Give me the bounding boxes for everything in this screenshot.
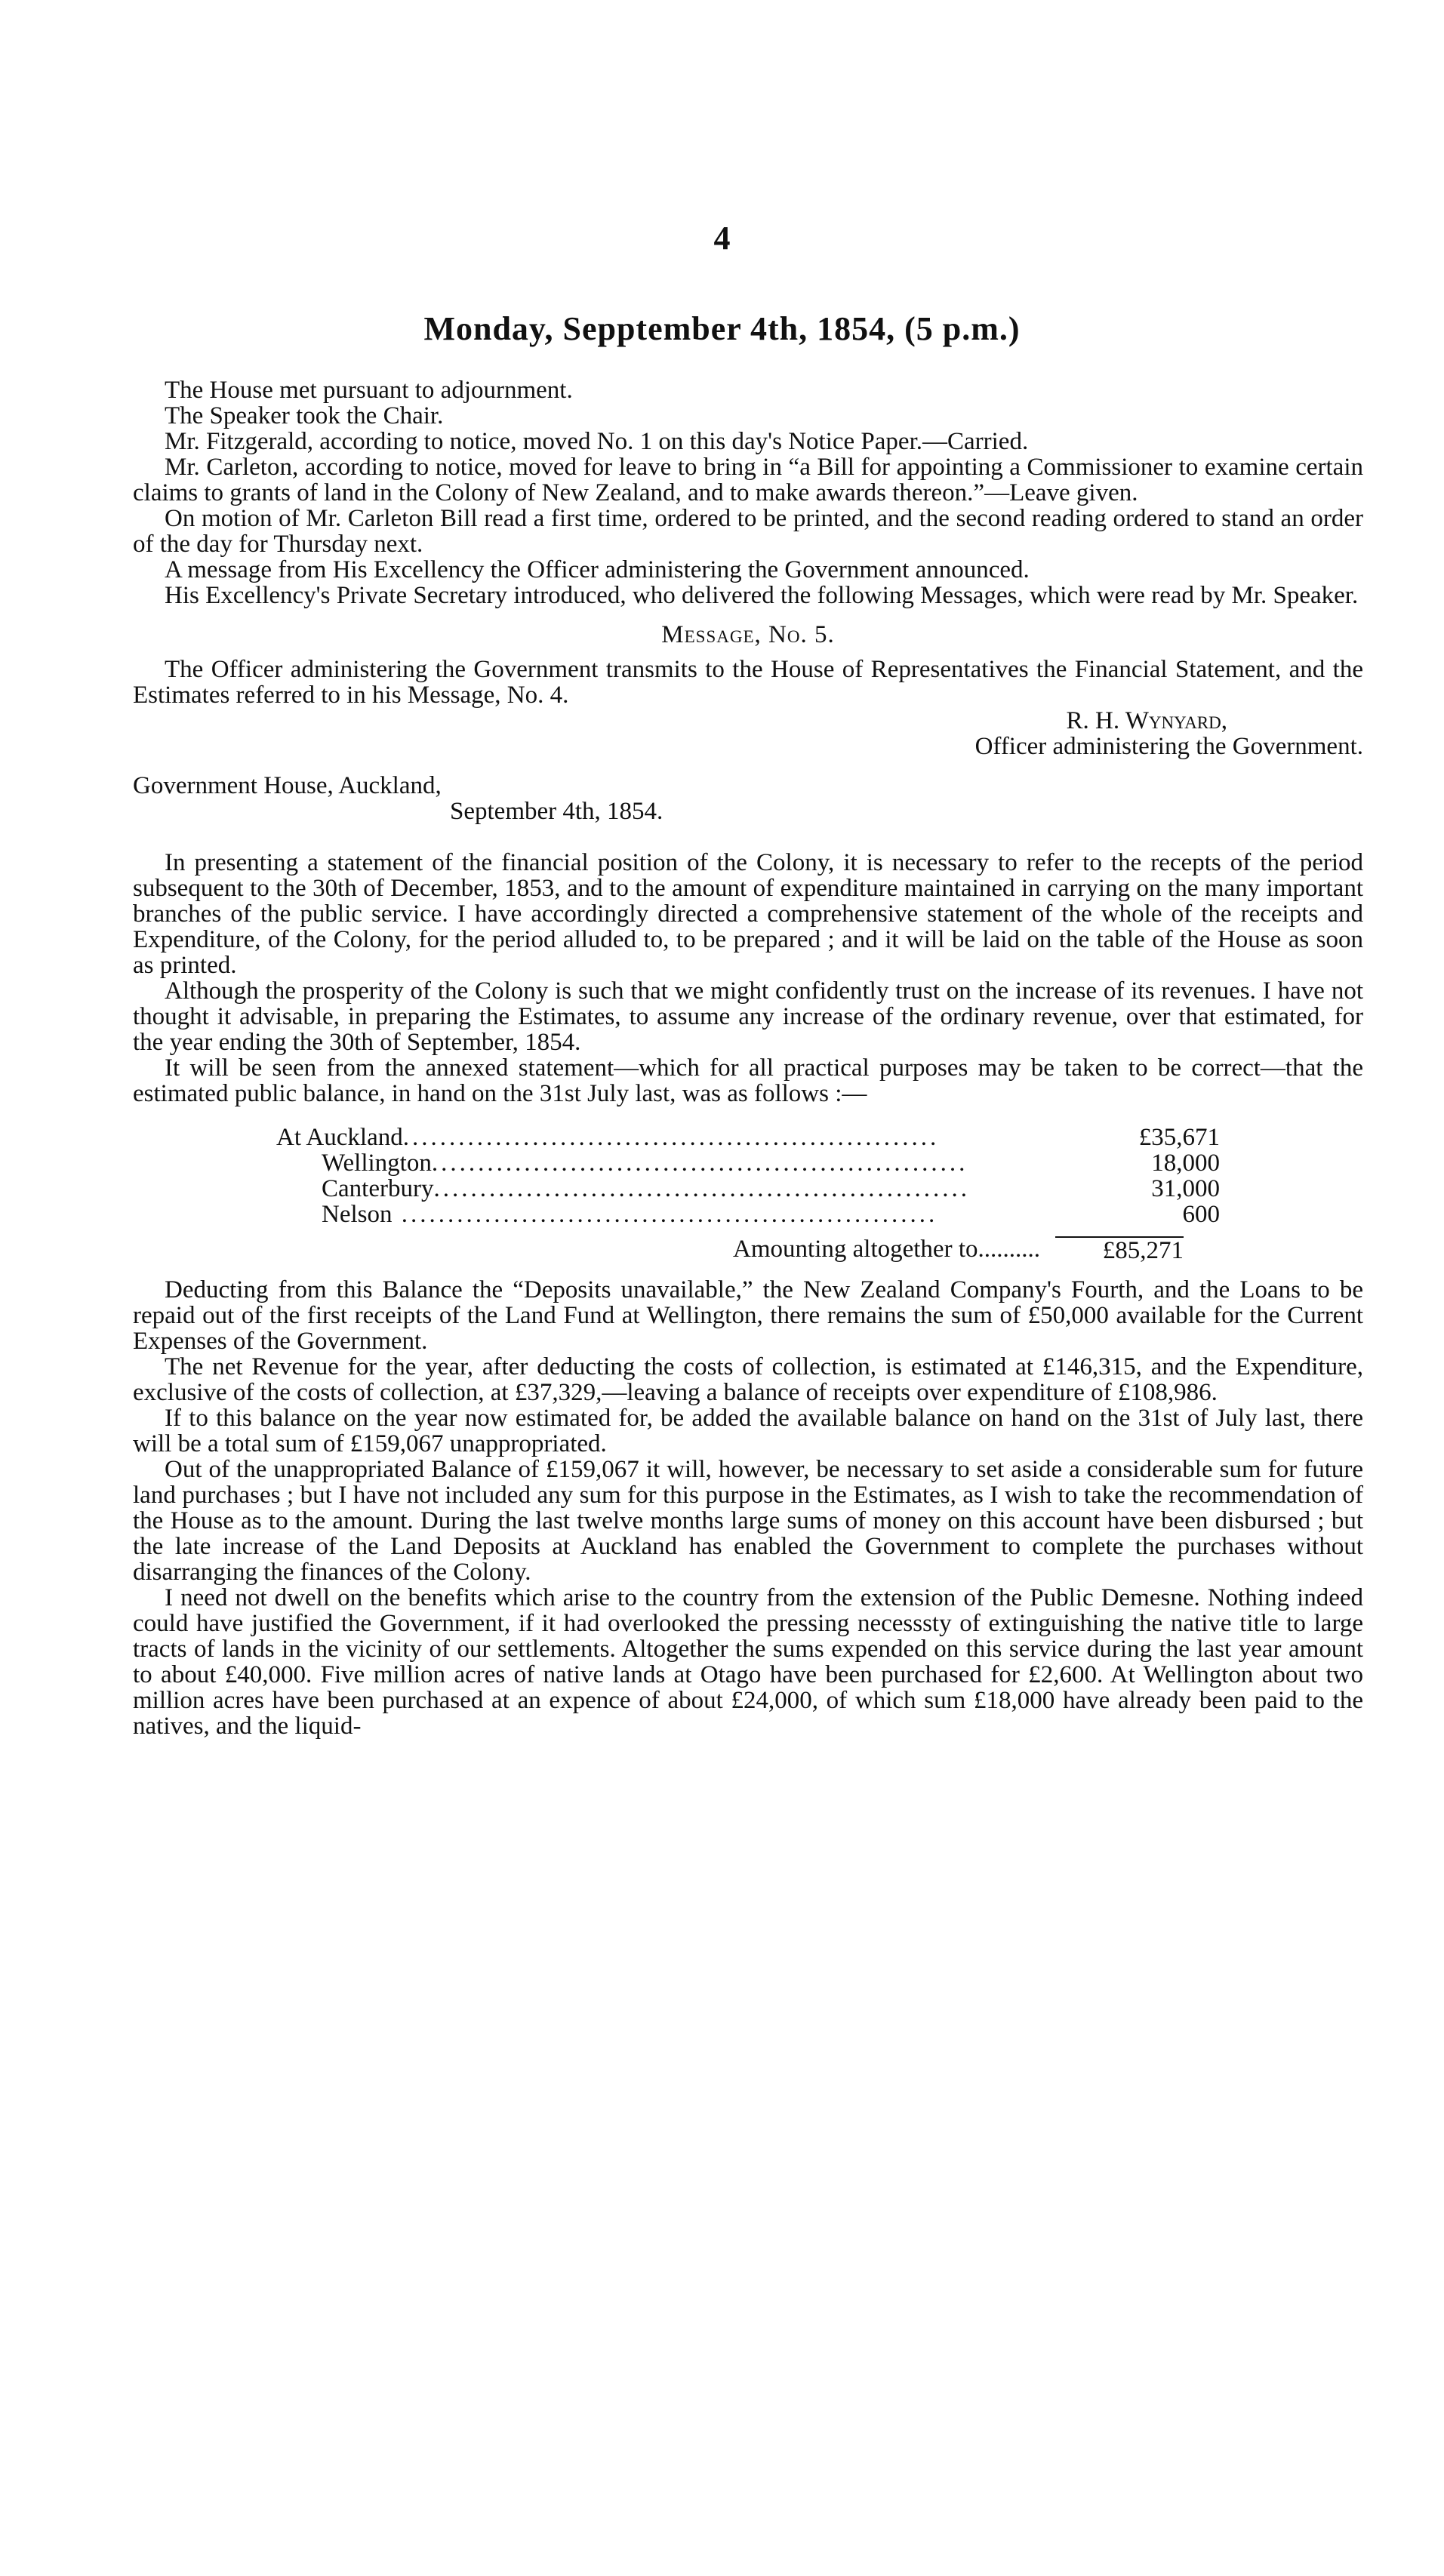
paragraph: If to this balance on the year now estimated for, be added the available balance on hand on the 31st of July last, there will be a total sum of £159,067 unappropriated. [133, 1405, 1363, 1457]
signature-name: R. H. Wynyard, [1066, 707, 1227, 734]
paragraph: The House met pursuant to adjournment. [165, 377, 573, 404]
message-text: The Officer administering the Government transmits to the House of Representatives the Financial Statement, and the Estimates referred to in his Message, No. 4. [133, 656, 1363, 709]
leader-dots: .......................................................... [402, 1125, 940, 1150]
paragraph: The net Revenue for the year, after deducting the costs of collection, is estimated at £146,315, and the Expenditure, exclusive of the costs of collection, at £37,329,—leaving a balance of receipts over expenditure of £108,986. [133, 1353, 1363, 1406]
paragraph: Deducting from this Balance the “Deposits unavailable,” the New Zealand Company's Fourth, and the Loans to be repaid out of the first receipts of the Land Fund at Wellington, there remains the sum of £50,000 available for the Current Expenses of the Government. [133, 1276, 1363, 1355]
message-heading: Message, No. 5. [661, 621, 835, 648]
balance-amount: 600 [1182, 1201, 1220, 1228]
document-body [133, 377, 1363, 1739]
total-label: Amounting altogether to.......... [733, 1236, 1040, 1263]
table-row [276, 1202, 1220, 1227]
paragraph: Although the prosperity of the Colony is such that we might confidently trust on the increase of its revenues. I have not thought it advisable, in preparing the Estimates, to assume any increase of the ordinary revenue, over that estimated, for the year ending the 30th of September, 1854. [133, 977, 1363, 1056]
paragraph: In presenting a statement of the financial position of the Colony, it is necessary to refer to the recepts of the period subsequent to the 30th of December, 1853, and to the amount of expenditure maintained in carrying on the many important branches of the public service. I have accordingly directed a comprehensive statement of the whole of the receipts and Expenditure, of the Colony, for the period alluded to, to be prepared ; and it will be laid on the table of the House as soon as printed. [133, 849, 1363, 979]
leader-dots: .......................................................... [431, 1150, 968, 1176]
paragraph: His Excellency's Private Secretary introduced, who delivered the following Messages, which were read by Mr. Speaker. [165, 582, 1359, 609]
paragraph: I need not dwell on the benefits which arise to the country from the extension of the Public Demesne. Nothing indeed could have justified the Government, if it had overlooked the pressing necesssty of extinguishing the native title to large tracts of lands in the vicinity of our settlements. Altogether the sums expended on this service during the last year amount to about £40,000. Five million acres of native lands at Otago have been purchased for £2,600. At Wellington about two million acres have been purchased at an expence of about £24,000, of which sum £18,000 have already been paid to the natives, and the liquid- [133, 1584, 1363, 1740]
paragraph: A message from His Excellency the Officer administering the Government announced. [165, 556, 1030, 583]
total-row [133, 1236, 1363, 1263]
leader-dots: .......................................................... [433, 1176, 970, 1202]
leader-dots: .......................................................... [392, 1202, 938, 1227]
paragraph: Out of the unappropriated Balance of £159,067 it will, however, be necessary to set aside a considerable sum for future land purchases ; but I have not included any sum for this purpose in the Estimates, as I wish to take the recommendation of the House as to the amount. During the last twelve months large sums of money on this account have been disbursed ; but the late increase of the Land Deposits at Auckland has enabled the Government to complete the purchases without disarranging the finances of the Colony. [133, 1456, 1363, 1586]
table-row [276, 1125, 1220, 1150]
date-line: September 4th, 1854. [450, 798, 664, 825]
balance-table [276, 1125, 1220, 1227]
page-number: 4 [713, 220, 731, 257]
paragraph: The Speaker took the Chair. [165, 402, 444, 429]
balance-place: Nelson [322, 1202, 393, 1227]
total-amount: £85,271 [1055, 1236, 1184, 1263]
paragraph: It will be seen from the annexed statement—which for all practical purposes may be taken to be correct—that the estimated public balance, in hand on the 31st July last, was as follows :— [133, 1054, 1363, 1107]
paragraph: Mr. Carleton, according to notice, moved for leave to bring in “a Bill for appointing a Commissioner to examine certain claims to grants of land in the Colony of New Zealand, and to make awards thereon.”—Leave given. [133, 454, 1363, 506]
balance-place: Canterbury [322, 1176, 434, 1202]
balance-place: At Auckland [276, 1125, 403, 1150]
signature-title: Officer administering the Government. [974, 733, 1363, 760]
paragraph: On motion of Mr. Carleton Bill read a first time, ordered to be printed, and the second reading ordered to stand an order of the day for Thursday next. [133, 505, 1363, 558]
balance-amount: £35,671 [1138, 1124, 1220, 1151]
table-row [276, 1176, 1220, 1202]
page-title: Monday, Sepptember 4th, 1854, (5 p.m.) [423, 310, 1021, 347]
place-line: Government House, Auckland, [133, 772, 442, 799]
balance-place: Wellington [322, 1150, 432, 1176]
balance-amount: 31,000 [1151, 1175, 1220, 1202]
paragraph: Mr. Fitzgerald, according to notice, moved No. 1 on this day's Notice Paper.—Carried. [165, 428, 1029, 455]
balance-amount: 18,000 [1151, 1150, 1220, 1177]
table-row [276, 1150, 1220, 1176]
